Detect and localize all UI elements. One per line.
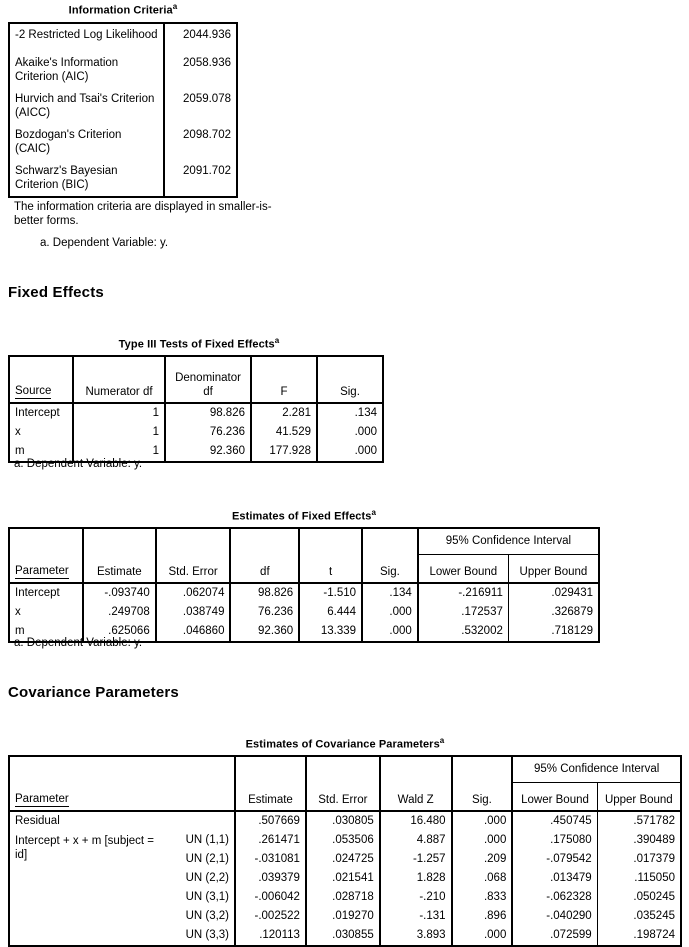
cell-sig: .833 [452,888,513,907]
table-header-group-row [9,528,599,555]
column-header-parameter: Parameter [9,756,235,811]
table-row [9,23,237,52]
estimates-covariance-parameters-table-wrap [8,755,682,947]
information-criteria-table-wrap [8,22,238,198]
cell-std-error: .019270 [306,907,380,926]
estimates-covariance-parameters-title [8,736,682,751]
cell-std-error: .028718 [306,888,380,907]
cell-upper-bound: .390489 [597,831,681,850]
cell-t: -1.510 [299,583,362,603]
type3-tests-table-wrap [8,355,390,463]
column-header-t: t [299,528,362,583]
table-header-group-row [9,756,681,783]
cell-estimate: -.031081 [235,850,306,869]
type3-tests-title-text: Type III Tests of Fixed Effects [118,338,275,351]
cell-lower-bound: -.062328 [512,888,597,907]
cell-denominator-df: 98.826 [165,403,251,423]
covariance-parameters-heading: Covariance Parameters [8,684,179,701]
cell-std-error: .030805 [306,811,380,831]
criteria-label: -2 Restricted Log Likelihood [15,29,158,41]
table-header-row [9,356,383,403]
column-header-parameter: Parameter [9,528,83,583]
cell-source: m [15,445,25,457]
cell-un-index: UN (3,2) [185,910,230,922]
cell-sig: .000 [317,442,383,462]
cell-numerator-df: 1 [73,403,165,423]
cell-wald-z: 3.893 [380,926,452,946]
column-header-upper-bound: Upper Bound [597,783,681,812]
column-header-estimate: Estimate [83,528,156,583]
column-header-source: Source [9,356,73,403]
cell-sig: .209 [452,850,513,869]
column-header-denominator-df: Denominator df [165,356,251,403]
column-header-std-error: Std. Error [306,756,380,811]
cell-parameter: Intercept + x + m [subject = id] [15,835,155,861]
cell-wald-z: -.210 [380,888,452,907]
information-criteria-title-text: Information Criteria [68,4,173,17]
cell-estimate: .120113 [235,926,306,946]
cell-std-error: .046860 [156,622,231,642]
cell-wald-z: 16.480 [380,811,452,831]
criteria-label: Schwarz's Bayesian Criterion (BIC) [15,165,118,191]
estimates-fixed-effects-table [8,527,600,643]
cell-df: 92.360 [230,622,299,642]
cell-source: Intercept [15,407,60,419]
cell-parameter: Intercept [15,587,60,599]
table-row [9,88,237,124]
cell-numerator-df: 1 [73,442,165,462]
estimates-fixed-effects-title-text: Estimates of Fixed Effects [231,510,372,523]
cell-lower-bound: .013479 [512,869,597,888]
cell-estimate: -.002522 [235,907,306,926]
column-header-f: F [251,356,317,403]
cell-wald-z: -1.257 [380,850,452,869]
column-header-sig: Sig. [452,756,513,811]
cell-denominator-df: 92.360 [165,442,251,462]
cell-numerator-df: 1 [73,423,165,442]
criteria-value: 2058.936 [164,52,237,88]
cell-upper-bound: .718129 [508,622,599,642]
cell-upper-bound: .326879 [508,603,599,622]
cell-sig: .000 [452,811,513,831]
information-criteria-title [8,2,238,17]
cell-wald-z: 1.828 [380,869,452,888]
cell-upper-bound: .017379 [597,850,681,869]
type3-tests-title [8,336,390,351]
criteria-value: 2091.702 [164,160,237,197]
table-row [9,831,681,850]
table-row [9,403,383,423]
cell-lower-bound: .172537 [418,603,509,622]
cell-upper-bound: .050245 [597,888,681,907]
cell-upper-bound: .115050 [597,869,681,888]
cell-lower-bound: -.216911 [418,583,509,603]
cell-source: x [15,426,21,438]
estimates-fixed-effects-title-superscript: a [371,508,377,517]
cell-lower-bound: .175080 [512,831,597,850]
cell-std-error: .038749 [156,603,231,622]
cell-denominator-df: 76.236 [165,423,251,442]
table-row [9,124,237,160]
cell-sig: .134 [317,403,383,423]
information-criteria-notes [14,200,274,250]
criteria-value: 2059.078 [164,88,237,124]
cell-lower-bound: -.079542 [512,850,597,869]
estimates-covariance-parameters-table [8,755,682,947]
cell-estimate: .261471 [235,831,306,850]
estimates-covariance-parameters-title-text: Estimates of Covariance Parameters [245,738,440,751]
cell-t: 13.339 [299,622,362,642]
column-header-ci-group: 95% Confidence Interval [512,756,681,783]
cell-sig: .896 [452,907,513,926]
cell-parameter: Residual [15,815,60,827]
cell-upper-bound: .198724 [597,926,681,946]
column-header-numerator-df: Numerator df [73,356,165,403]
cell-sig: .000 [362,622,418,642]
type3-tests-title-superscript: a [274,336,280,345]
criteria-label: Hurvich and Tsai's Criterion (AICC) [15,93,155,119]
cell-estimate: -.006042 [235,888,306,907]
cell-upper-bound: .571782 [597,811,681,831]
cell-estimate: .507669 [235,811,306,831]
cell-df: 76.236 [230,603,299,622]
column-header-upper-bound: Upper Bound [508,555,599,584]
column-header-ci-group: 95% Confidence Interval [418,528,599,555]
cell-lower-bound: .532002 [418,622,509,642]
cell-parameter: m [15,625,25,637]
cell-un-index: UN (2,1) [185,853,230,865]
cell-std-error: .062074 [156,583,231,603]
fixed-effects-heading: Fixed Effects [8,284,104,301]
table-row [9,811,681,831]
estimates-fixed-effects-title [8,508,600,523]
cell-f: 41.529 [251,423,317,442]
column-header-wald-z: Wald Z [380,756,452,811]
cell-estimate: .625066 [83,622,156,642]
column-header-sig: Sig. [317,356,383,403]
information-criteria-title-superscript: a [172,2,178,11]
cell-sig: .000 [452,831,513,850]
cell-un-index: UN (3,1) [185,891,230,903]
cell-f: 177.928 [251,442,317,462]
estimates-fixed-effects-table-wrap [8,527,600,643]
column-header-estimate: Estimate [235,756,306,811]
type3-tests-table [8,355,384,463]
cell-estimate: -.093740 [83,583,156,603]
cell-sig: .068 [452,869,513,888]
column-header-lower-bound: Lower Bound [418,555,509,584]
table-row [9,423,383,442]
cell-lower-bound: .072599 [512,926,597,946]
table-row [9,583,599,603]
criteria-value: 2044.936 [164,23,237,52]
type3-tests-footnote: a. Dependent Variable: y. [14,458,143,470]
column-header-df: df [230,528,299,583]
cell-sig: .134 [362,583,418,603]
cell-un-index: UN (3,3) [185,929,230,941]
column-header-std-error: Std. Error [156,528,231,583]
cell-sig: .000 [317,423,383,442]
cell-std-error: .030855 [306,926,380,946]
cell-upper-bound: .035245 [597,907,681,926]
cell-std-error: .024725 [306,850,380,869]
cell-f: 2.281 [251,403,317,423]
estimates-fixed-effects-footnote: a. Dependent Variable: y. [14,637,143,649]
cell-t: 6.444 [299,603,362,622]
cell-estimate: .249708 [83,603,156,622]
cell-wald-z: 4.887 [380,831,452,850]
cell-lower-bound: .450745 [512,811,597,831]
cell-df: 98.826 [230,583,299,603]
cell-std-error: .021541 [306,869,380,888]
information-criteria-footnote: a. Dependent Variable: y. [40,237,169,249]
criteria-label: Akaike's Information Criterion (AIC) [15,57,119,83]
criteria-label: Bozdogan's Criterion (CAIC) [15,129,122,155]
column-header-sig: Sig. [362,528,418,583]
information-criteria-note: The information criteria are displayed in smaller-is-better forms. [14,201,272,227]
cell-un-index: UN (1,1) [185,834,230,846]
cell-std-error: .053506 [306,831,380,850]
criteria-value: 2098.702 [164,124,237,160]
estimates-covariance-parameters-title-superscript: a [439,736,445,745]
cell-un-index [160,811,235,831]
cell-lower-bound: -.040290 [512,907,597,926]
column-header-lower-bound: Lower Bound [512,783,597,812]
cell-sig: .000 [362,603,418,622]
cell-upper-bound: .029431 [508,583,599,603]
cell-estimate: .039379 [235,869,306,888]
table-row [9,603,599,622]
cell-wald-z: -.131 [380,907,452,926]
information-criteria-table [8,22,238,198]
table-row [9,52,237,88]
cell-parameter: x [15,606,21,618]
table-row [9,160,237,197]
cell-un-index: UN (2,2) [185,872,230,884]
cell-sig: .000 [452,926,513,946]
